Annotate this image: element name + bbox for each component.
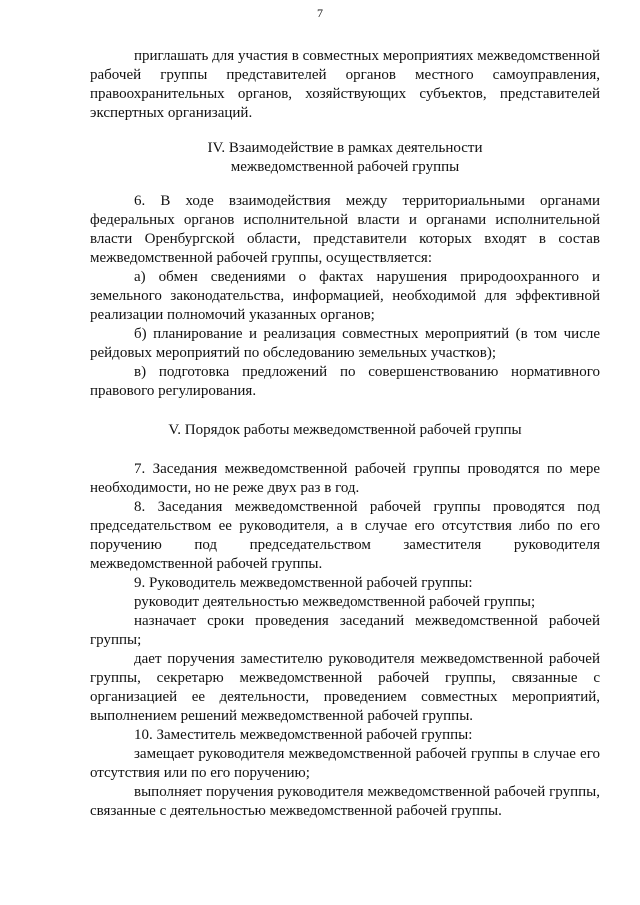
page-number: 7 xyxy=(317,6,323,20)
paragraph-9-duty-2: назначает сроки проведения заседаний межведомственной рабочей группы; xyxy=(90,613,600,648)
paragraph-6: 6. В ходе взаимодействия между территориальными органами федеральных органов исполнительной власти и органами исполнительной власти Оренбургской области, представители которых входят в состав межведомственной рабочей группы, осуществляется: xyxy=(90,193,600,266)
paragraph-9-duty-3: дает поручения заместителю руководителя межведомственной рабочей группы, секретарю межведомственной рабочей группы, связанные с организацией ее деятельности, проведением совместных мероприятий, выполнением решений межведомственной рабочей группы. xyxy=(90,651,600,724)
paragraph-7: 7. Заседания межведомственной рабочей группы проводятся по мере необходимости, но не реже двух раз в год. xyxy=(90,461,600,496)
item-a: а) обмен сведениями о фактах нарушения природоохранного и земельного законодательства, информацией, необходимой для эффективной реализации полномочий указанных органов; xyxy=(90,269,600,323)
intro-paragraph: приглашать для участия в совместных мероприятиях межведомственной рабочей группы представителей органов местного самоуправления, правоохранительных органов, хозяйствующих субъектов, представителей экспертных организаций. xyxy=(90,48,600,121)
item-b: б) планирование и реализация совместных мероприятий (в том числе рейдовых мероприятий по обследованию земельных участков); xyxy=(90,326,600,361)
section-v-title: V. Порядок работы межведомственной рабочей группы xyxy=(168,422,522,438)
section-iv-heading xyxy=(90,139,600,177)
item-v: в) подготовка предложений по совершенствованию нормативного правового регулирования. xyxy=(90,364,600,399)
section-iv-title-line2: межведомственной рабочей группы xyxy=(230,159,460,175)
document-body xyxy=(90,47,600,821)
paragraph-9: 9. Руководитель межведомственной рабочей группы: xyxy=(134,575,473,591)
paragraph-10-duty-2: выполняет поручения руководителя межведомственной рабочей группы, связанные с деятельностью межведомственной рабочей группы. xyxy=(90,784,600,819)
paragraph-8: 8. Заседания межведомственной рабочей группы проводятся под председательством ее руководителя, а в случае его отсутствия либо по его поручению под председательством заместителя руководителя межведомственной рабочей группы. xyxy=(90,499,600,572)
section-iv-title-line1: IV. Взаимодействие в рамках деятельности xyxy=(207,140,483,156)
paragraph-10: 10. Заместитель межведомственной рабочей группы: xyxy=(134,727,473,743)
paragraph-10-duty-1: замещает руководителя межведомственной рабочей группы в случае его отсутствия или по его поручению; xyxy=(90,746,600,781)
paragraph-9-duty-1: руководит деятельностью межведомственной рабочей группы; xyxy=(134,594,536,610)
